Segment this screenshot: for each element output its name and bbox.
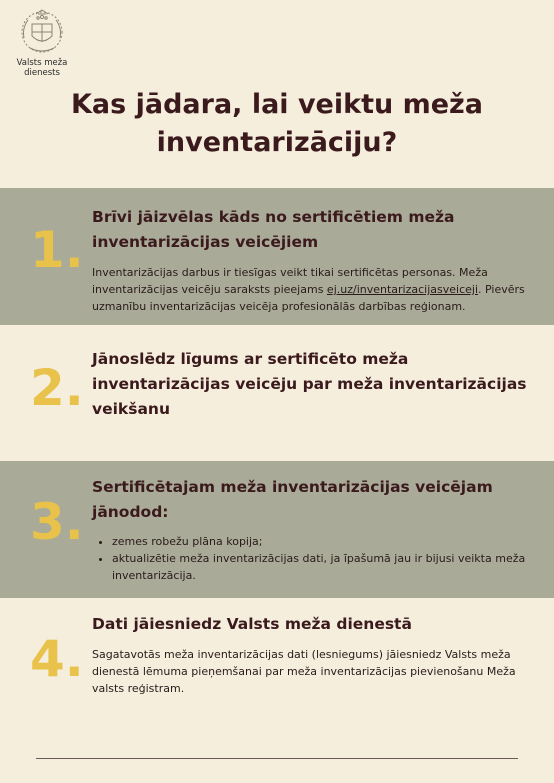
step-1-heading: Brīvi jāizvēlas kāds no sertificētiem meža inventarizācijas veicējiem: [92, 208, 455, 251]
logo-line-2: dienests: [24, 68, 60, 78]
footer-divider: [36, 758, 518, 759]
step-2-section: [0, 325, 554, 461]
step-3-list: [92, 533, 532, 584]
coat-of-arms-icon: [18, 8, 66, 56]
page-title-line-2: inventarizāciju?: [156, 127, 398, 158]
page-title-line-1: Kas jādara, lai veiktu meža: [71, 89, 483, 120]
list-item: • aktualizētie meža inventarizācijas dati, ja īpašumā jau ir bijusi veikta meža inventarizācija.: [112, 550, 532, 584]
step-1-number: 1.: [30, 221, 84, 279]
step-1-body: [92, 264, 532, 315]
step-2-heading: Jānoslēdz līgums ar sertificēto meža inventarizācijas veicēju par meža inventarizācijas veikšanu: [92, 350, 527, 418]
step-4-body: Sagatavotās meža inventarizācijas dati (lesniegums) jāiesniedz Valsts meža dienestā lēmuma pieņemšanai par meža inventarizācijas pievienošanu Meža valsts reģistram.: [92, 648, 516, 695]
step-2-number: 2.: [30, 359, 84, 417]
step-3-section: [0, 461, 554, 598]
step-3-heading: Sertificētajam meža inventarizācijas veicējam jānodod:: [92, 478, 493, 521]
step-4-section: [0, 598, 554, 748]
step-1-section: [0, 188, 554, 325]
step-4-number: 4.: [30, 630, 84, 688]
step-4-heading: Dati jāiesniedz Valsts meža dienestā: [92, 615, 412, 633]
logo-line-1: Valsts meža: [16, 58, 68, 68]
vmd-logo: [14, 8, 70, 78]
list-item: • zemes robežu plāna kopija;: [112, 533, 532, 550]
step-1-body-text: Inventarizācijas darbus ir tiesīgas veikt tikai sertificētas personas. Meža inventarizācijas veicēju saraksts pieejams: [92, 266, 488, 296]
inventory-performers-link[interactable]: ej.uz/inventarizacijasveiceji: [326, 283, 479, 296]
step-3-number: 3.: [30, 493, 84, 551]
page-title: [0, 86, 554, 162]
step-1-body-text-end: . Pievērs uzmanību inventarizācijas veicēja profesionālās darbības reģionam.: [92, 283, 525, 313]
